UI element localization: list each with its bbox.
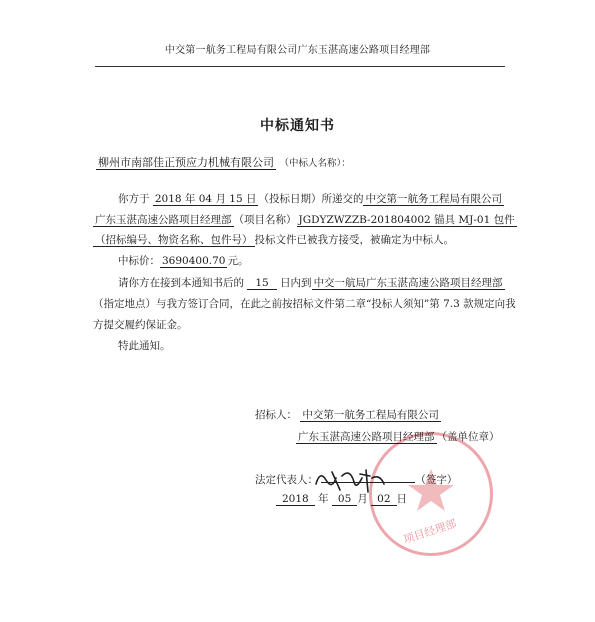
day-label: 日 (396, 493, 408, 505)
bid-desc-label: （招标编号、物资名称、包件号） (95, 234, 253, 246)
bid-number: JGDYZWZZB-201804002 锚具 MJ-01 包件 (298, 214, 515, 226)
seal-bottom-text: 项目经理部 (401, 516, 459, 547)
tenderer-name: 中交第一航务工程局有限公司 (302, 409, 439, 421)
location-name: 中交一航局广东玉湛高速公路项目经理部 (313, 277, 503, 289)
body-line-5 (118, 276, 505, 290)
company-name: 中交第一航务工程局有限公司 (365, 193, 502, 205)
month-label: 月 (357, 493, 368, 505)
header-rule (95, 66, 505, 67)
seal-note: （盖单位章） (436, 431, 500, 443)
tenderer-dept: 广东玉湛高速公路项目经理部 (298, 431, 435, 443)
body-line-6: （指定地点）与我方签订合同，在此之前按招标文件第二章“投标人须知”第 7.3 款规定向我 (93, 298, 516, 310)
body-line-2 (93, 213, 517, 227)
month-value: 05 (332, 493, 357, 506)
day-value: 02 (371, 493, 396, 506)
recipient-suffix: （中标人名称）： (279, 158, 351, 169)
text-project-label: （项目名称） (233, 214, 297, 226)
closing-text: 特此通知。 (118, 340, 171, 352)
date-line (276, 492, 407, 506)
bid-date: 2018 年 04 月 15 日 (154, 193, 257, 205)
document-header: 中交第一航务工程局有限公司广东玉湛高速公路项目经理部 (164, 45, 431, 56)
price-unit: 元。 (227, 255, 249, 267)
sign-note: （签字） (415, 474, 458, 486)
price-label: 中标价： (118, 255, 160, 267)
price-value: 3690400.70 (162, 255, 226, 267)
tenderer-label: 招标人： (255, 409, 297, 421)
recipient-line (96, 156, 351, 171)
recipient-name: 柳州市南部佳正预应力机械有限公司 (98, 156, 274, 169)
body-line-7: 方提交履约保证金。 (93, 319, 188, 331)
year-label: 年 (318, 493, 329, 505)
body-line-4 (118, 254, 248, 268)
text-days-to: 日内到 (280, 277, 312, 289)
project-name: 广东玉湛高速公路项目经理部 (95, 214, 232, 226)
text-within: 请你方在接到本通知书后的 (118, 277, 244, 289)
legal-rep-label: 法定代表人： (255, 474, 318, 486)
text-bid-date-label: （投标日期）所递交的 (258, 193, 364, 205)
body-line-3 (93, 233, 454, 247)
year-value: 2018 (276, 493, 315, 506)
tenderer-dept-line (296, 430, 500, 444)
body-line-1 (118, 192, 504, 206)
text-accepted: 投标文件已被我方接受，被确定为中标人。 (254, 234, 454, 246)
days-value: 15 (247, 277, 276, 290)
text-you-on: 你方于 (118, 193, 150, 205)
document-title: 中标通知书 (260, 118, 335, 134)
tenderer-line (255, 408, 441, 422)
